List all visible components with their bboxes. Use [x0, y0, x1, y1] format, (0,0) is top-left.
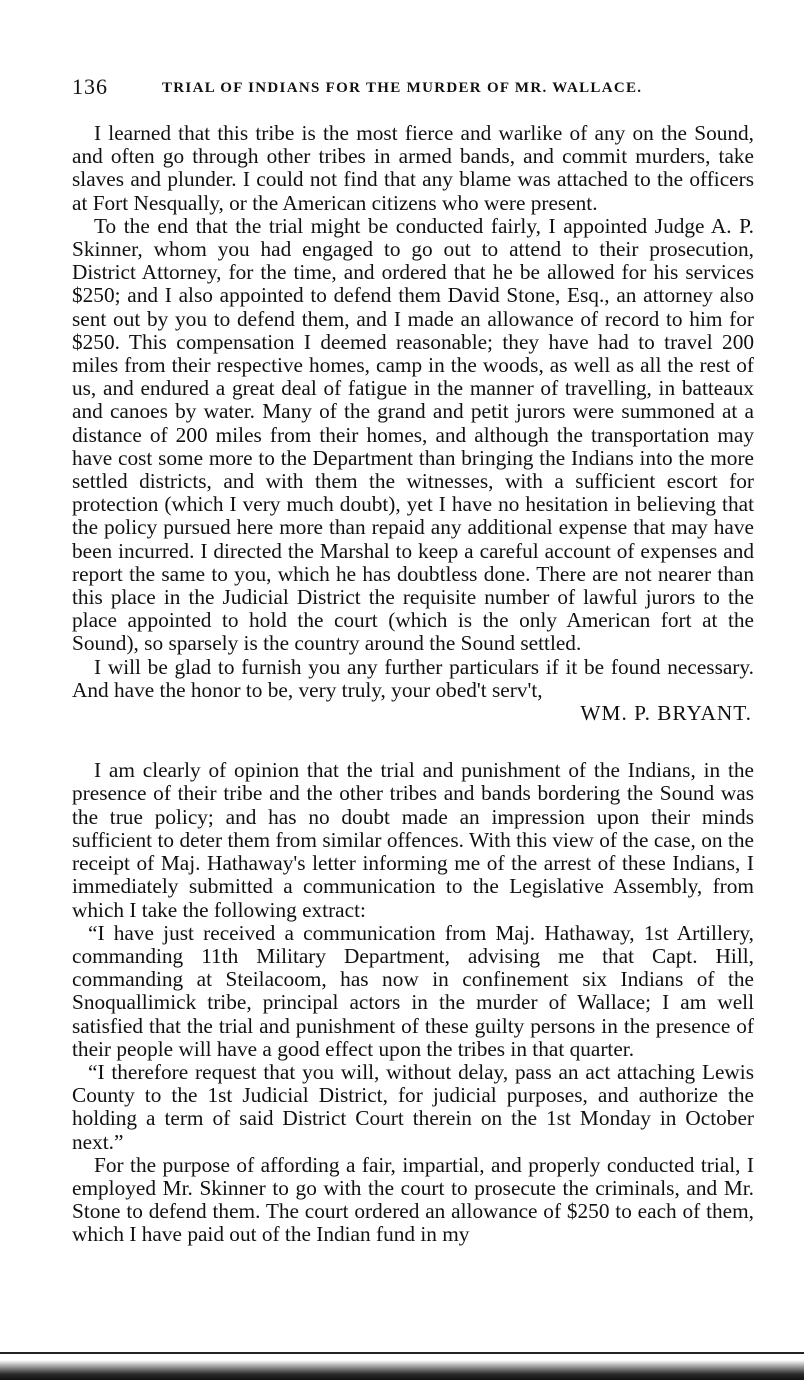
- paragraph-trial-conduct: To the end that the trial might be conducted fairly, I appointed Judge A. P. Skinner, whom you had engaged to go out to attend to their prosecution, District Attorney, for the time, and ordered that he be allowed for his services $250; and I also appointed to defend them David Stone, Esq., an attorney also sent out by you to defend them, and I made an allowance of record to him for $250. This compensation I deemed reasonable; they have had to travel 200 miles from their respective homes, camp in the woods, as well as all the rest of us, and endured a great deal of fatigue in the manner of travelling, in batteaux and canoes by water. Many of the grand and petit jurors were summoned at a distance of 200 miles from their homes, and although the transportation may have cost some more to the Department than bringing the Indians into the more settled districts, and with them the witnesses, with a sufficient escort for protection (which I very much doubt), yet I have no hesitation in believing that the policy pursued here more than repaid any additional expense that may have been incurred. I directed the Marshal to keep a careful account of expenses and report the same to you, which he has doubtless done. There are not nearer than this place in the Judicial District the requisite number of lawful jurors to the place appointed to hold the court (which is the only American fort at the Sound), so sparsely is the country around the Sound settled.: [72, 213, 754, 656]
- page-edge-line: [0, 1352, 804, 1354]
- running-title: TRIAL OF INDIANS FOR THE MURDER OF MR. WALLACE.: [162, 80, 643, 96]
- quote-communication: “I have just received a communication from Maj. Hathaway, 1st Artillery, commanding 11th Military Department, advising me that Capt. Hill, commanding at Steilacoom, has now in confinement six Indians of the Snoquallimick tribe, principal actors in the murder of Wallace; I am well satisfied that the trial and punishment of these guilty persons in the presence of their people will have a good effect upon the tribes in that quarter.: [72, 920, 754, 1061]
- paragraph-closing-letter: I will be glad to furnish you any further particulars if it be found necessary. And have the honor to be, very truly, your obed't serv't,: [72, 654, 754, 702]
- paragraph-purpose: For the purpose of affording a fair, impartial, and properly conducted trial, I employed Mr. Skinner to go with the court to prosecute the criminals, and Mr. Stone to defend them. The court ordered an allowance of $250 to each of them, which I have paid out of the Indian fund in my: [72, 1152, 754, 1247]
- page-number: 136: [72, 74, 108, 99]
- paragraph-opinion: I am clearly of opinion that the trial and punishment of the Indians, in the presence of their tribe and the other tribes and bands bordering the Sound was the true policy; and has no doubt made an impression upon their minds sufficient to deter them from similar offences. With this view of the case, on the receipt of Maj. Hathaway's letter informing me of the arrest of these Indians, I immediately submitted a communication to the Legislative Assembly, from which I take the following extract:: [72, 758, 754, 922]
- body-text: [72, 122, 754, 1247]
- quote-request: “I therefore request that you will, without delay, pass an act attaching Lewis County to the 1st Judicial District, for judicial purposes, and authorize the holding a term of said District Court therein on the 1st Monday in October next.”: [72, 1059, 754, 1154]
- page-header: [72, 74, 752, 104]
- signature: WM. P. BRYANT.: [580, 701, 752, 726]
- page-edge-shadow: [0, 1360, 804, 1380]
- paragraph-tribe: I learned that this tribe is the most fierce and warlike of any on the Sound, and often go through other tribes in armed bands, and commit murders, take slaves and plunder. I could not find that any blame was attached to the officers at Fort Nesqually, or the American citizens who were present.: [72, 121, 754, 215]
- section-gap: [72, 725, 754, 759]
